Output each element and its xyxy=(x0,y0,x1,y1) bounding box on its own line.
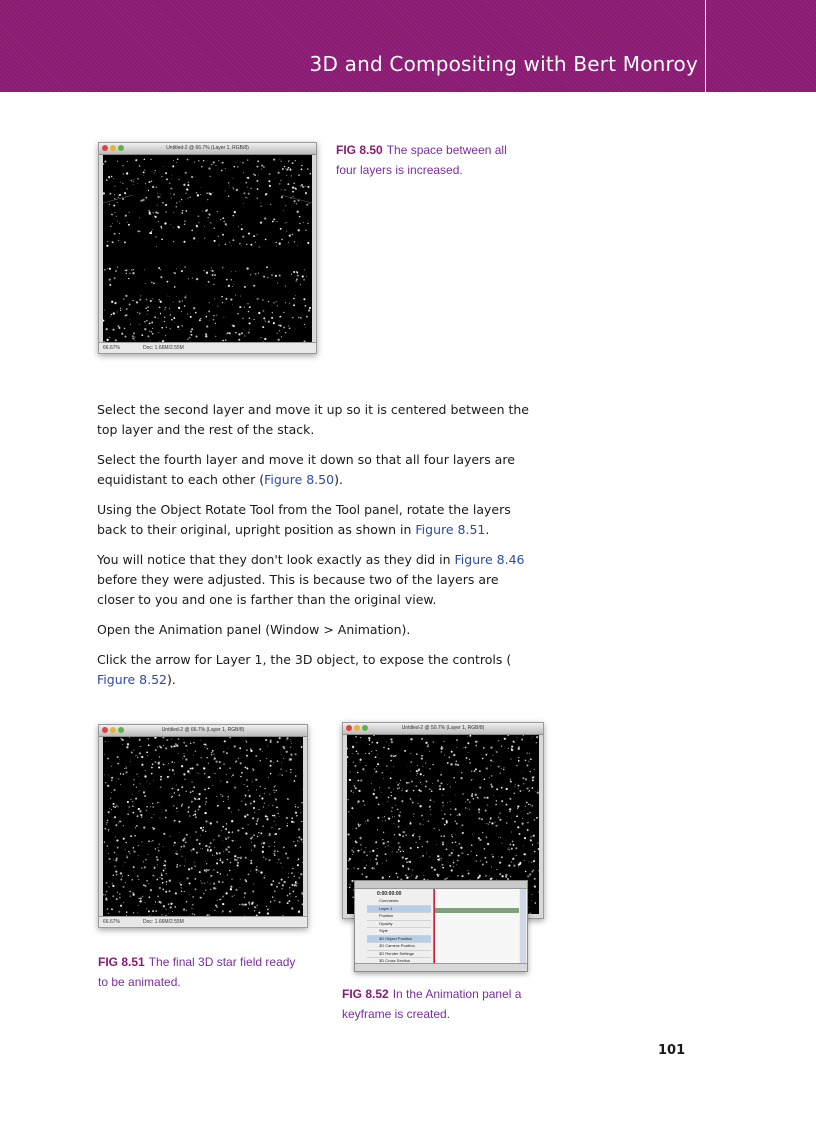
figure-reference-link[interactable]: Figure 8.46 xyxy=(454,552,525,567)
starfield-canvas xyxy=(103,737,303,917)
window-titlebar xyxy=(343,723,543,735)
property-row[interactable]: Comments xyxy=(367,898,431,906)
paragraph-6: Click the arrow for Layer 1, the 3D object, to expose the controls ( Figure 8.52). xyxy=(97,652,512,687)
header-divider xyxy=(705,0,706,92)
figure-reference-link[interactable]: Figure 8.51 xyxy=(415,522,486,537)
figure-8-51-screenshot xyxy=(98,724,308,928)
starfield-layers-image xyxy=(103,155,312,343)
starfield-layers-canvas xyxy=(103,155,312,343)
panel-scrollbar[interactable] xyxy=(520,889,526,963)
figure-reference-link[interactable]: Figure 8.52 xyxy=(97,672,167,687)
window-title: Untitled-2 @ 50.7% (Layer 1, RGB/8) xyxy=(401,725,485,731)
figure-8-51-caption xyxy=(98,952,298,992)
caption-text: In the Animation panel a keyframe is created. xyxy=(342,987,522,1021)
caption-label: FIG 8.52 xyxy=(342,987,389,1001)
zoom-readout: 66.67% xyxy=(103,919,120,925)
close-button-icon xyxy=(102,145,108,151)
starfield-image xyxy=(103,737,303,917)
caption-label: FIG 8.51 xyxy=(98,955,145,969)
window-title: Untitled-2 @ 66.7% (Layer 1, RGB/8) xyxy=(161,727,245,733)
animation-panel-tabs[interactable] xyxy=(355,881,527,889)
paragraph-1: Select the second layer and move it up so it is centered between the top layer and the rest of the stack. xyxy=(97,402,529,437)
figure-reference-link[interactable]: Figure 8.50 xyxy=(264,472,335,487)
window-title: Untitled-2 @ 66.7% (Layer 1, RGB/8) xyxy=(166,145,249,151)
property-row[interactable]: 3D Cross Section xyxy=(367,958,431,966)
doc-size-readout: Doc: 1.66M/2.55M xyxy=(143,345,184,351)
minimize-button-icon xyxy=(354,725,360,731)
page-header xyxy=(0,0,816,92)
doc-size-readout: Doc: 1.66M/2.55M xyxy=(143,919,184,925)
page-number: 101 xyxy=(658,1043,686,1058)
window-statusbar xyxy=(99,916,307,927)
figure-8-52-caption xyxy=(342,984,534,1024)
figure-8-50-screenshot xyxy=(98,142,317,354)
zoom-button-icon xyxy=(118,145,124,151)
playback-controls[interactable] xyxy=(355,963,527,971)
layer-duration-bar[interactable] xyxy=(434,908,519,913)
property-row[interactable]: 3D Render Settings xyxy=(367,951,431,959)
paragraph-5: Open the Animation panel (Window > Animation). xyxy=(97,622,411,637)
figure-8-50-caption xyxy=(336,140,526,180)
minimize-button-icon xyxy=(110,145,116,151)
paragraph-3: Using the Object Rotate Tool from the Tool panel, rotate the layers back to their original, upright position as shown in Figure 8.51. xyxy=(97,502,511,537)
paragraph-2: Select the fourth layer and move it down so that all four layers are equidistant to each other (Figure 8.50). xyxy=(97,452,515,487)
property-row[interactable]: 3D Camera Position xyxy=(367,943,431,951)
property-row[interactable]: Opacity xyxy=(367,921,431,929)
caption-text: The final 3D star field ready to be animated. xyxy=(98,955,296,989)
caption-label: FIG 8.50 xyxy=(336,143,383,157)
close-button-icon xyxy=(346,725,352,731)
zoom-readout: 66.67% xyxy=(103,345,120,351)
property-row[interactable]: Style xyxy=(367,928,431,936)
paragraph-4: You will notice that they don't look exactly as they did in Figure 8.46 before they were adjusted. This is because two of the layers are closer to you and one is farther than the original view. xyxy=(97,552,525,607)
window-titlebar xyxy=(99,725,307,737)
zoom-button-icon xyxy=(362,725,368,731)
caption-text: The space between all four layers is increased. xyxy=(336,143,507,177)
animation-panel xyxy=(354,880,528,972)
property-row[interactable]: Position xyxy=(367,913,431,921)
zoom-button-icon xyxy=(118,727,124,733)
playhead[interactable] xyxy=(434,889,435,963)
timecode-readout: 0:00:00:00 xyxy=(377,891,402,897)
window-titlebar xyxy=(99,143,316,155)
book-title: 3D and Compositing with Bert Monroy xyxy=(309,52,698,76)
minimize-button-icon xyxy=(110,727,116,733)
close-button-icon xyxy=(102,727,108,733)
property-row[interactable]: Layer 1 xyxy=(367,906,431,914)
timeline-track[interactable] xyxy=(433,889,519,963)
window-statusbar xyxy=(99,342,316,353)
property-row[interactable]: 3D Object Position xyxy=(367,936,431,944)
body-text xyxy=(97,400,535,700)
layer-property-list xyxy=(367,898,431,966)
